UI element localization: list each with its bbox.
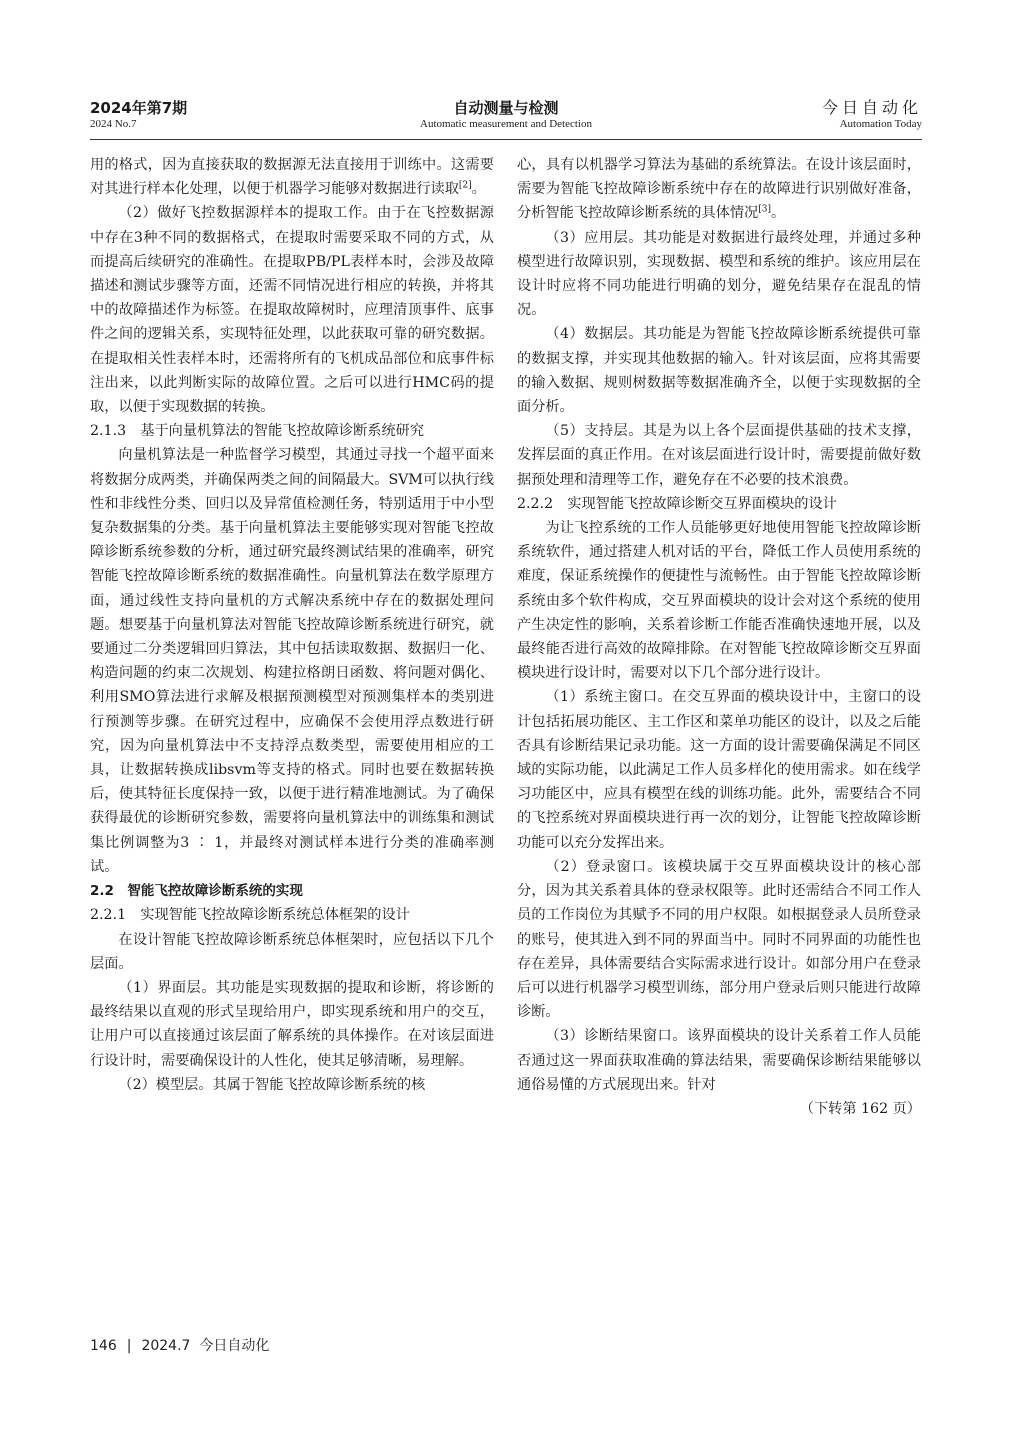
paragraph: （3）应用层。其功能是对数据进行最终处理，并通过多种模型进行故障识别，实现数据、模型和系统的维护。该应用层在设计时应将不同功能进行明确的划分，避免结果存在混乱的情况。 <box>517 229 921 319</box>
footer-issue: 2024.7 <box>141 1338 191 1354</box>
section-heading-2-1-3: 2.1.3 基于向量机算法的智能飞控故障诊断系统研究 <box>90 423 425 440</box>
paragraph: （1）系统主窗口。在交互界面的模块设计中，主窗口的设计包括拓展功能区、主工作区和菜单功能区的设计，以及之后能否具有诊断结果记录功能。这一方面的设计需要确保满足不同区域的实际功能，以此满足工作人员多样化的使用需求。如在线学习功能区中，应具有模型在线的训练功能。此外，需要结合不同的飞控系统对界面模块进行再一次的划分，让智能飞控故障诊断功能可以充分发挥出来。 <box>517 689 921 851</box>
footer-separator: | <box>126 1338 132 1354</box>
paragraph: （1）界面层。其功能是实现数据的提取和诊断，将诊断的最终结果以直观的形式呈现给用户，即实现系统和用户的交互，让用户可以直接通过该层面了解系统的具体操作。在对该层面进行设计时，需要确保设计的人性化，使其足够清晰，易理解。 <box>90 979 494 1069</box>
paragraph: （2）登录窗口。该模块属于交互界面模块设计的核心部分，因为其关系着具体的登录权限等。此时还需结合不同工作人员的工作岗位为其赋予不同的用户权限。如根据登录人员所登录的账号，使其进入到不同的界面当中。同时不同界面的功能性也存在差异，具体需要结合实际需求进行设计。如部分用户在登录后可以进行机器学习模型训练，部分用户登录后则只能进行故障诊断。 <box>517 858 921 1021</box>
footer-journal: 今日自动化 <box>199 1338 270 1354</box>
page-header <box>90 98 922 140</box>
paragraph: （3）诊断结果窗口。该界面模块的设计关系着工作人员能否通过这一界面获取准确的算法结果，需要确保诊断结果能够以通俗易懂的方式展现出来。针对 <box>517 1028 921 1093</box>
header-section-cn: 自动测量与检测 <box>453 99 559 117</box>
right-column <box>517 153 921 1121</box>
header-issue-en: 2024 No.7 <box>90 118 137 130</box>
page-number: 146 <box>90 1338 117 1354</box>
citation-ref: [3] <box>758 204 771 215</box>
paragraph-end: 。 <box>471 181 486 198</box>
header-rule <box>90 139 922 140</box>
header-journal <box>822 98 922 131</box>
header-section-en: Automatic measurement and Detection <box>420 118 592 130</box>
paragraph: （5）支持层。其是为以上各个层面提供基础的技术支撑，发挥层面的真正作用。在对该层面进行设计时，需要提前做好数据预处理和清理等工作，避免存在不必要的技术浪费。 <box>517 423 921 488</box>
header-journal-cn: 今日自动化 <box>821 98 922 117</box>
left-column <box>90 153 494 1097</box>
header-issue-cn: 2024年第7期 <box>90 99 188 117</box>
paragraph: 向量机算法是一种监督学习模型，其通过寻找一个超平面来将数据分成两类，并确保两类之间的间隔最大。SVM可以执行线性和非线性分类、回归以及异常值检测任务，特别适用于中小型复杂数据集的分类。基于向量机算法主要能够实现对智能飞控故障诊断系统参数的分析，通过研究最终测试结果的准确率，研究智能飞控故障诊断系统的数据准确性。向量机算法在数学原理方面，通过线性支持向量机的方式解决系统中存在的数据处理问题。想要基于向量机算法对智能飞控故障诊断系统进行研究，就要通过二分类逻辑回归算法，其中包括读取数据、数据归一化、构造问题的约束二次规划、构建拉格朗日函数、将问题对偶化、利用SMO算法进行求解及根据预测模型对预测集样本的类别进行预测等步骤。在研究过程中，应确保不会使用浮点数进行研究，因为向量机算法中不支持浮点数类型，需要使用相应的工具，让数据转换成libsvm等支持的格式。同时也要在数据转换后，使其特征长度保持一致，以便于进行精准地测试。为了确保获得最优的诊断研究参数，需要将向量机算法中的训练集和测试集比例调整为3 ∶ 1，并最终对测试样本进行分类的准确率测试。 <box>90 447 494 875</box>
paragraph <box>517 153 921 226</box>
section-heading-2-2-1: 2.2.1 实现智能飞控故障诊断系统总体框架的设计 <box>90 907 410 924</box>
paragraph: 在设计智能飞控故障诊断系统总体框架时，应包括以下几个层面。 <box>90 931 494 972</box>
header-journal-en: Automation Today <box>839 118 922 130</box>
paragraph: （4）数据层。其功能是为智能飞控故障诊断系统提供可靠的数据支撑，并实现其他数据的输入。针对该层面，应将其需要的输入数据、规则树数据等数据准确齐全，以便于实现数据的全面分析。 <box>517 326 921 416</box>
paragraph: 为让飞控系统的工作人员能够更好地使用智能飞控故障诊断系统软件，通过搭建人机对话的平台，降低工作人员使用系统的难度，保证系统操作的便捷性与流畅性。由于智能飞控故障诊断系统由多个软件构成，交互界面模块的设计会对这个系统的使用产生决定性的影响，关系着诊断工作能否准确快速地开展，以及最终能否进行高效的故障排除。在对智能飞控故障诊断交互界面模块进行设计时，需要对以下几个部分进行设计。 <box>517 520 921 682</box>
section-heading-2-2-2: 2.2.2 实现智能飞控故障诊断交互界面模块的设计 <box>517 495 837 512</box>
citation-ref: [2] <box>458 180 472 191</box>
paragraph: （2）做好飞控数据源样本的提取工作。由于在飞控数据源中存在3种不同的数据格式，在提取时需要采取不同的方式，从而提高后续研究的准确性。在提取PB/PL表样本时，会涉及故障描述和测试步骤等方面，还需不同情况进行相应的转换，并将其中的故障描述作为标签。在提取故障树时，应理清顶事件、底事件之间的逻辑关系，实现特征处理，以此获取可靠的研究数据。在提取相关性表样本时，还需将所有的飞机成品部位和底事件标注出来，以此判断实际的故障位置。之后可以进行HMC码的提取，以便于实现数据的转换。 <box>90 205 494 416</box>
header-section <box>90 98 922 131</box>
paragraph: （2）模型层。其属于智能飞控故障诊断系统的核 <box>118 1076 426 1093</box>
paragraph-text: 用的格式，因为直接获取的数据源无法直接用于训练中。这需要对其进行样本化处理，以便于机器学习能够对数据进行读取 <box>90 157 494 198</box>
paragraph-end: 。 <box>770 205 786 222</box>
paragraph-text: 心，具有以机器学习算法为基础的系统算法。在设计该层面时，需要为智能飞控故障诊断系统中存在的故障进行识别做好准备，分析智能飞控故障诊断系统的具体情况 <box>517 157 921 222</box>
continued-note: （下转第 162 页） <box>799 1100 921 1117</box>
page-footer <box>90 1335 269 1355</box>
paragraph <box>90 153 494 201</box>
section-heading-2-2: 2.2 智能飞控故障诊断系统的实现 <box>90 883 303 900</box>
